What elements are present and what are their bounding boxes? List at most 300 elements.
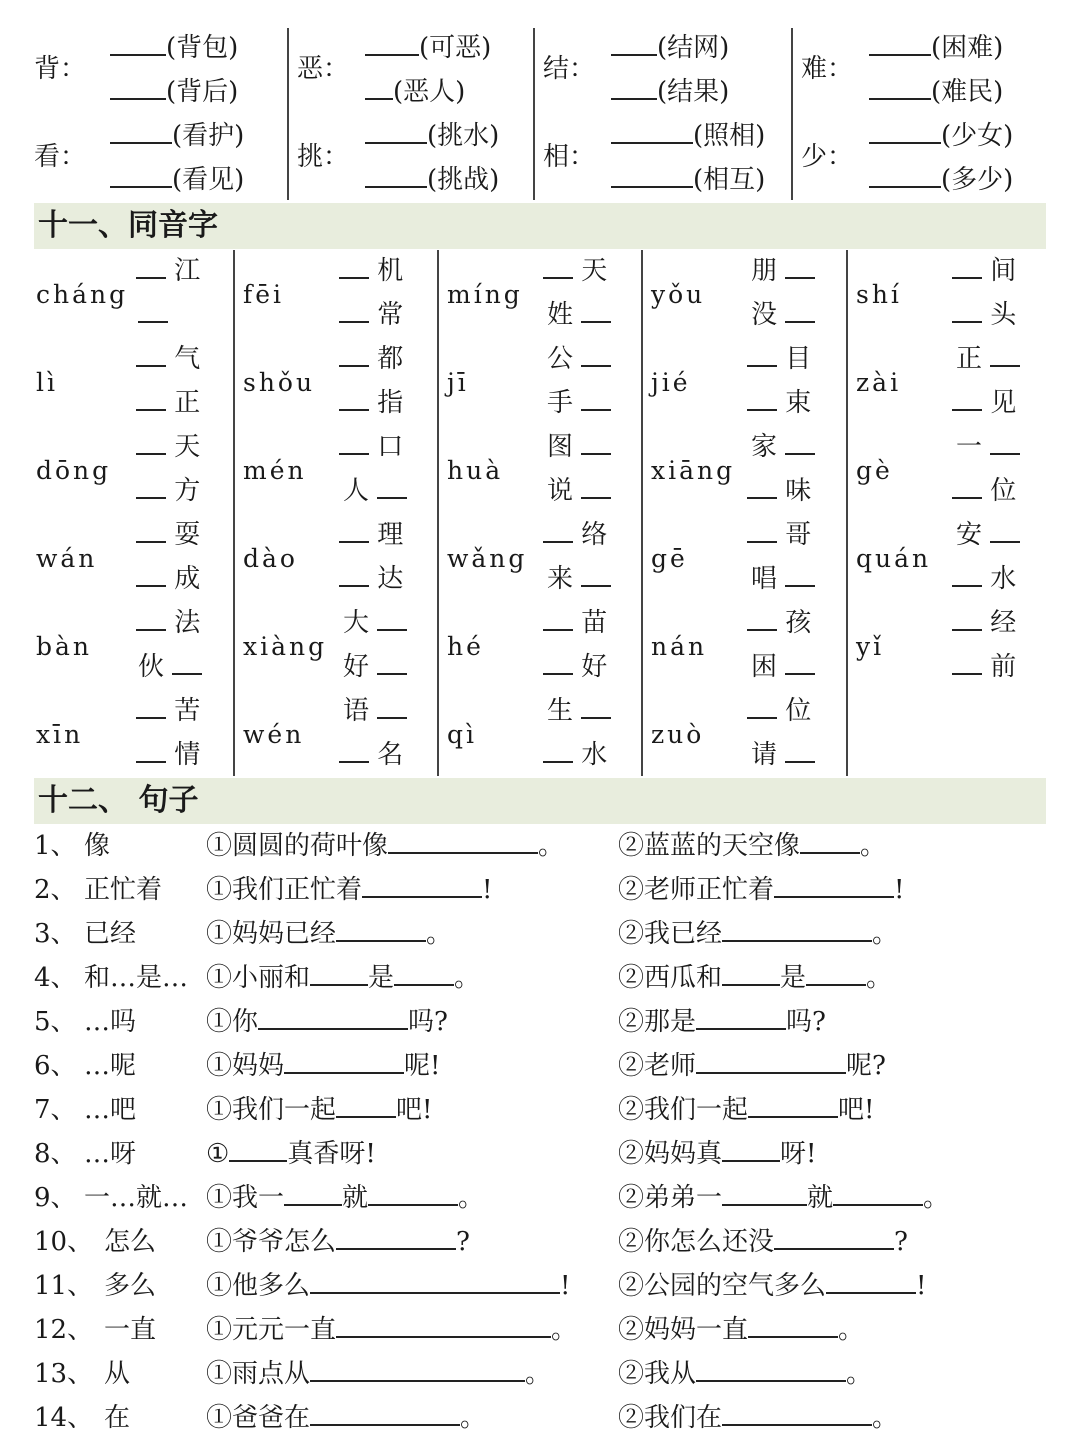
answer-blank[interactable] [611,120,693,144]
polyphone-column [533,28,793,200]
answer-blank[interactable] [336,914,426,942]
sentence-item-1 [206,1046,440,1086]
spacer [573,388,581,418]
homophone-context-char: 水 [990,564,1017,594]
answer-blank[interactable] [581,697,611,719]
answer-blank[interactable] [952,257,982,279]
answer-blank[interactable] [543,741,573,763]
sentence-text: ②老师正忙着 [618,875,775,905]
answer-blank[interactable] [581,389,611,411]
sentence-item-2 [618,1134,816,1174]
homophone-context-char: 正 [956,344,983,374]
homophone-context-char: 好 [581,652,608,682]
answer-blank[interactable] [747,389,777,411]
polyphone-line [110,120,244,151]
sentence-row [34,1266,1046,1306]
example-word: (背包) [166,33,239,63]
answer-blank[interactable] [581,345,611,367]
answer-blank[interactable] [388,826,538,854]
answer-blank[interactable] [110,32,166,56]
sentence-item-1 [206,958,480,998]
example-word: (困难) [931,33,1004,63]
homophone-word-line [747,344,811,374]
sentence-number: 1、 [34,831,77,861]
homophone-word-line [136,520,200,550]
sentence-number: 10、 [34,1227,94,1257]
homophone-context-char: 理 [377,520,404,550]
homophone-word-line [138,300,168,330]
answer-blank[interactable] [785,653,815,675]
sentence-item-1 [206,1354,551,1394]
homophone-context-char: 说 [547,476,574,506]
polyphone-line [611,32,729,63]
answer-blank[interactable] [785,301,815,323]
answer-blank[interactable] [952,565,982,587]
example-word: (挑水) [427,121,500,151]
sentence-item-1 [206,870,492,910]
polyphone-char: 恶： [297,54,350,84]
pinyin-label: zài [856,368,902,397]
homophone-context-char: 头 [990,300,1017,330]
homophone-column [437,250,643,776]
sentence-text: ①元元一直 [206,1315,337,1345]
sentence-text: ②妈妈一直 [618,1315,749,1345]
homophone-word-line [751,740,815,770]
sentence-text: 是 [780,963,807,993]
answer-blank[interactable] [110,120,172,144]
homophone-word-line [339,740,403,770]
sentence-text: 就 [342,1183,369,1213]
homophone-word-line [543,652,607,682]
sentence-text: ? [456,1227,470,1257]
answer-blank[interactable] [258,1002,408,1030]
answer-blank[interactable] [581,477,611,499]
sentence-item-1 [206,1178,484,1218]
polyphone-line [110,76,238,107]
homophone-word-line [956,344,1020,374]
pinyin-label: fēi [243,280,285,309]
sentence-text: 。 [454,963,481,993]
homophone-context-char: 名 [377,740,404,770]
answer-blank[interactable] [136,697,166,719]
answer-blank[interactable] [136,521,166,543]
polyphone-line [869,32,1003,63]
homophone-context-char: 朋 [751,256,778,286]
polyphone-line [611,164,765,195]
answer-blank[interactable] [136,609,166,631]
sentence-row [34,1398,1046,1438]
sentence-item-1 [206,826,564,866]
answer-blank[interactable] [339,433,369,455]
answer-blank[interactable] [377,609,407,631]
sentence-keyword: …吗 [84,1007,137,1037]
answer-blank[interactable] [310,1266,560,1294]
spacer [573,300,581,330]
answer-blank[interactable] [952,301,982,323]
answer-blank[interactable] [833,1178,923,1206]
answer-blank[interactable] [310,1354,525,1382]
answer-blank[interactable] [696,1046,846,1074]
homophone-context-char: 成 [174,564,201,594]
answer-blank[interactable] [339,389,369,411]
homophone-word-line [339,564,403,594]
answer-blank[interactable] [136,257,166,279]
answer-blank[interactable] [806,958,866,986]
answer-blank[interactable] [747,697,777,719]
sentence-text: ②你怎么还没 [618,1227,775,1257]
answer-blank[interactable] [952,477,982,499]
answer-blank[interactable] [136,433,166,455]
example-word: (背后) [166,77,239,107]
homophone-context-char: 机 [377,256,404,286]
homophone-word-line [543,256,607,286]
answer-blank[interactable] [774,870,894,898]
pinyin-label: jié [651,368,691,397]
polyphone-line [110,32,238,63]
homophone-context-char: 安 [956,520,983,550]
answer-blank[interactable] [368,1178,458,1206]
sentence-item-2 [618,1002,826,1042]
homophone-context-char: 水 [581,740,608,770]
answer-blank[interactable] [774,1222,894,1250]
sentence-number: 11、 [34,1271,94,1301]
sentence-text: ①小丽和 [206,963,311,993]
answer-blank[interactable] [785,257,815,279]
sentence-keyword: 正忙着 [84,875,163,905]
spacer [573,564,581,594]
homophone-context-char: 见 [990,388,1017,418]
sentence-number: 9、 [34,1183,77,1213]
homophone-context-char: 唱 [751,564,778,594]
homophone-word-line [956,432,1020,462]
sentence-row [34,1178,1046,1218]
answer-blank[interactable] [394,958,454,986]
polyphone-char: 挑： [297,142,350,172]
homophone-word-line [751,300,815,330]
homophone-word-line [543,520,607,550]
homophone-context-char: 束 [785,388,812,418]
homophone-word-line [952,300,1016,330]
answer-blank[interactable] [785,433,815,455]
answer-blank[interactable] [869,164,941,188]
homophone-context-char: 苗 [581,608,608,638]
pinyin-label: jī [447,368,469,397]
spacer [777,740,785,770]
homophone-word-line [751,432,815,462]
answer-blank[interactable] [136,345,166,367]
example-word: (结网) [657,33,730,63]
polyphone-char: 少： [801,142,854,172]
sentence-keyword: …呀 [84,1139,137,1169]
sentence-keyword: 一…就… [84,1183,189,1213]
sentence-keyword: 一直 [104,1315,157,1345]
pinyin-label: shí [856,280,902,309]
answer-blank[interactable] [365,76,393,100]
example-word: (少女) [941,121,1014,151]
sentence-keyword: 从 [104,1359,131,1389]
answer-blank[interactable] [826,1266,916,1294]
homophone-word-line [547,432,611,462]
answer-blank[interactable] [310,1398,460,1426]
homophone-context-char: 法 [174,608,201,638]
homophone-column [641,250,848,776]
answer-blank[interactable] [748,1090,838,1118]
example-word: (可恶) [419,33,492,63]
answer-blank[interactable] [339,521,369,543]
example-word: (挑战) [427,165,500,195]
sentence-text: 。 [538,831,565,861]
answer-blank[interactable] [365,164,427,188]
answer-blank[interactable] [172,653,202,675]
answer-blank[interactable] [952,389,982,411]
answer-blank[interactable] [138,301,168,323]
pinyin-label: lì [36,368,58,397]
answer-blank[interactable] [543,257,573,279]
homophone-context-char: 孩 [785,608,812,638]
spacer [982,344,990,374]
answer-blank[interactable] [747,477,777,499]
sentence-keyword: …吧 [84,1095,137,1125]
answer-blank[interactable] [543,521,573,543]
answer-blank[interactable] [377,653,407,675]
sentence-text: ②妈妈真 [618,1139,723,1169]
answer-blank[interactable] [611,164,693,188]
pinyin-label: xiàng [243,632,328,661]
answer-blank[interactable] [785,565,815,587]
homophone-word-line [343,476,407,506]
homophone-context-char: 间 [990,256,1017,286]
homophone-context-char: 正 [174,388,201,418]
sentence-item-2 [618,1178,949,1218]
pinyin-label: gē [651,544,688,573]
polyphone-line [611,76,729,107]
answer-blank[interactable] [800,826,860,854]
answer-blank[interactable] [990,521,1020,543]
sentence-text: 吗? [408,1007,448,1037]
answer-blank[interactable] [310,958,368,986]
homophone-context-char: 味 [785,476,812,506]
pinyin-label: wán [36,544,98,573]
spacer [777,432,785,462]
homophone-word-line [339,432,403,462]
answer-blank[interactable] [722,1178,807,1206]
sentence-item-2 [618,826,886,866]
answer-blank[interactable] [377,697,407,719]
homophone-context-char: 目 [785,344,812,374]
homophone-word-line [343,608,407,638]
answer-blank[interactable] [336,1310,551,1338]
sentence-text: 。 [872,1403,899,1433]
homophone-word-line [136,388,200,418]
sentence-row [34,1310,1046,1350]
pinyin-label: shǒu [243,368,316,397]
homophone-context-char: 苦 [174,696,201,726]
pinyin-label: xīn [36,720,84,749]
pinyin-label: dào [243,544,298,573]
sentence-item-2 [618,1266,926,1306]
homophone-context-char: 情 [174,740,201,770]
sentence-row [34,1134,1046,1174]
sentence-text: ②西瓜和 [618,963,723,993]
answer-blank[interactable] [110,76,166,100]
homophone-word-line [547,696,611,726]
homophone-word-line [751,652,815,682]
answer-blank[interactable] [869,76,931,100]
sentence-text: ①我们正忙着 [206,875,363,905]
sentence-number: 2、 [34,875,77,905]
spacer [164,652,172,682]
answer-blank[interactable] [990,345,1020,367]
homophone-word-line [751,256,815,286]
answer-blank[interactable] [136,565,166,587]
pinyin-label: míng [447,280,523,309]
answer-blank[interactable] [952,653,982,675]
answer-blank[interactable] [336,1222,456,1250]
answer-blank[interactable] [284,1178,342,1206]
answer-blank[interactable] [229,1134,287,1162]
example-word: (难民) [931,77,1004,107]
answer-blank[interactable] [722,958,780,986]
homophone-context-char: 好 [343,652,370,682]
answer-blank[interactable] [339,565,369,587]
answer-blank[interactable] [365,32,419,56]
polyphone-column [34,28,287,200]
answer-blank[interactable] [722,914,872,942]
sentence-text: ②我们一起 [618,1095,749,1125]
section-title-homophones: 十一、同音字 [34,203,1046,249]
polyphone-char: 结： [543,54,596,84]
sentence-keyword: 在 [104,1403,131,1433]
example-word: (照相) [693,121,766,151]
answer-blank[interactable] [543,609,573,631]
example-word: (看见) [172,165,245,195]
sentence-text: ②弟弟一 [618,1183,723,1213]
sentence-text: 。 [860,831,887,861]
spacer [369,608,377,638]
spacer [573,344,581,374]
sentence-item-2 [618,1222,908,1262]
sentence-text: ②我从 [618,1359,697,1389]
answer-blank[interactable] [611,76,657,100]
sentence-text: ①雨点从 [206,1359,311,1389]
sentence-number: 13、 [34,1359,94,1389]
sentence-text: ②老师 [618,1051,697,1081]
answer-blank[interactable] [785,741,815,763]
sentence-number: 3、 [34,919,77,949]
homophone-context-char: 没 [751,300,778,330]
answer-blank[interactable] [722,1134,780,1162]
spacer [573,432,581,462]
answer-blank[interactable] [581,565,611,587]
answer-blank[interactable] [136,389,166,411]
homophone-word-line [138,652,202,682]
answer-blank[interactable] [543,653,573,675]
sentence-item-1 [206,1222,470,1262]
homophone-column [34,250,233,776]
answer-blank[interactable] [339,301,369,323]
homophone-context-char: 哥 [785,520,812,550]
answer-blank[interactable] [990,433,1020,455]
answer-blank[interactable] [611,32,657,56]
sentence-text: ①他多么 [206,1271,311,1301]
spacer [777,256,785,286]
answer-blank[interactable] [110,164,172,188]
homophone-word-line [547,344,611,374]
sentence-text: 吧! [396,1095,433,1125]
sentence-text: 。 [866,963,893,993]
spacer [982,520,990,550]
answer-blank[interactable] [747,521,777,543]
answer-blank[interactable] [339,345,369,367]
sentence-row [34,826,1046,866]
sentence-keyword: 已经 [84,919,137,949]
homophone-word-line [136,256,200,286]
answer-blank[interactable] [869,120,941,144]
answer-blank[interactable] [747,345,777,367]
sentence-text: ②我们在 [618,1403,723,1433]
answer-blank[interactable] [365,120,427,144]
answer-blank[interactable] [747,609,777,631]
homophone-word-line [952,652,1016,682]
sentence-text: ①妈妈 [206,1051,285,1081]
spacer [573,476,581,506]
homophone-word-line [747,520,811,550]
sentence-item-2 [618,1090,874,1130]
sentence-text: 吗? [786,1007,826,1037]
answer-blank[interactable] [336,1090,396,1118]
sentence-item-1 [206,1398,486,1438]
example-word: (结果) [657,77,730,107]
answer-blank[interactable] [339,741,369,763]
homophone-word-line [339,520,403,550]
spacer [982,432,990,462]
homophone-word-line [952,476,1016,506]
homophone-word-line [952,564,1016,594]
answer-blank[interactable] [136,741,166,763]
homophone-word-line [543,608,607,638]
answer-blank[interactable] [581,301,611,323]
answer-blank[interactable] [722,1398,872,1426]
answer-blank[interactable] [869,32,931,56]
answer-blank[interactable] [362,870,482,898]
answer-blank[interactable] [696,1354,846,1382]
answer-blank[interactable] [581,433,611,455]
answer-blank[interactable] [339,257,369,279]
sentence-text: ①我们一起 [206,1095,337,1125]
answer-blank[interactable] [952,609,982,631]
answer-blank[interactable] [136,477,166,499]
sentence-text: 真香呀! [287,1139,376,1169]
answer-blank[interactable] [377,477,407,499]
homophone-context-char: 困 [751,652,778,682]
spacer [777,300,785,330]
sentence-text: 。 [525,1359,552,1389]
answer-blank[interactable] [696,1002,786,1030]
sentence-row [34,1354,1046,1394]
sentence-text: 。 [460,1403,487,1433]
homophone-word-line [136,564,200,594]
homophone-word-line [543,740,607,770]
homophone-word-line [339,300,403,330]
sentence-number: 14、 [34,1403,94,1433]
pinyin-label: gè [856,456,893,485]
answer-blank[interactable] [284,1046,404,1074]
homophone-word-line [547,388,611,418]
answer-blank[interactable] [748,1310,838,1338]
polyphone-line [611,120,765,151]
sentence-text: ①圆圆的荷叶像 [206,831,389,861]
homophone-context-char: 一 [956,432,983,462]
